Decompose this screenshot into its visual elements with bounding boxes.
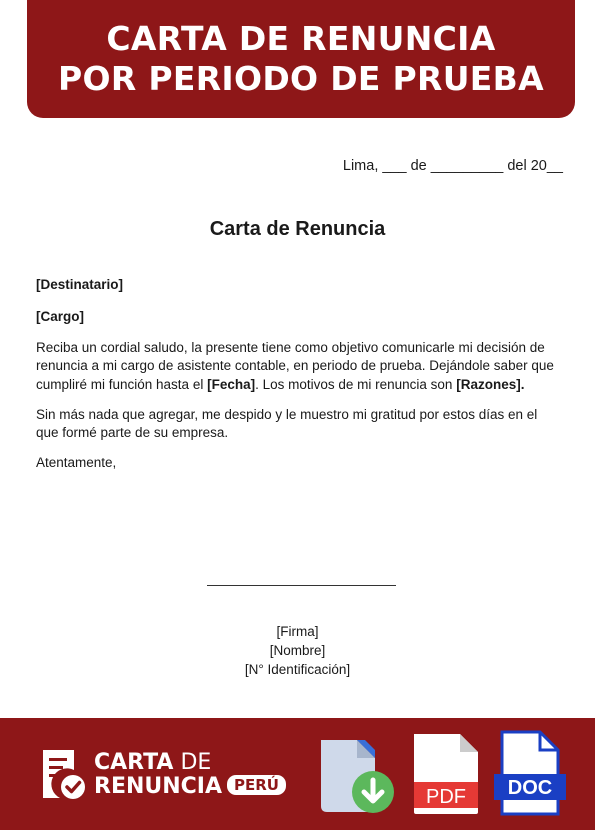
date-line: Lima, ___ de _________ del 20__: [342, 158, 563, 174]
signature-placeholder: [Firma]: [276, 624, 319, 639]
name-placeholder: [Nombre]: [269, 643, 326, 658]
site-logo[interactable]: [40, 748, 300, 806]
date-placeholder: [Fecha]: [207, 376, 256, 392]
signature-line: [207, 585, 396, 586]
banner-title-line-2: POR PERIODO DE PRUEBA: [58, 59, 544, 98]
document-check-icon: [40, 748, 88, 804]
recipient-placeholder: [Destinatario]: [36, 277, 124, 292]
logo-badge-peru: PERÚ: [227, 775, 286, 795]
download-icon[interactable]: [317, 736, 397, 816]
paragraph-2: Sin más nada que agregar, me despido y le muestro mi gratitud por estos días en el que formé parte de su empresa.: [36, 407, 538, 441]
reasons-placeholder: [Razones].: [456, 376, 525, 392]
logo-text-line-2: [94, 775, 286, 799]
logo-text-line-1: [94, 751, 211, 775]
id-placeholder: [N° Identificación]: [244, 662, 351, 677]
closing: Atentamente,: [36, 455, 117, 470]
signature-block: [0, 622, 595, 679]
logo-text-renuncia: RENUNCIA: [94, 774, 223, 799]
doc-label: DOC: [507, 777, 553, 799]
logo-text-carta: CARTA: [94, 750, 174, 775]
letter-title: Carta de Renuncia: [209, 218, 386, 240]
pdf-file-icon[interactable]: [412, 732, 480, 816]
pdf-label: PDF: [426, 786, 466, 808]
doc-file-icon[interactable]: [490, 730, 570, 816]
title-banner: [27, 0, 575, 118]
footer-bar: [0, 718, 595, 830]
paragraph-1: [36, 339, 556, 394]
position-placeholder: [Cargo]: [36, 309, 84, 324]
banner-title-line-1: CARTA DE RENUNCIA: [106, 19, 496, 58]
paragraph-1-text-b: . Los motivos de mi renuncia son: [255, 376, 457, 392]
paragraph-1-text-a: Reciba un cordial saludo, la presente tiene como objetivo comunicarle mi decisión de renuncia a mi cargo de asistente contable, en periodo de prueba. Dejándole saber que cumpliré mi función hasta el: [36, 340, 554, 392]
logo-text-de: DE: [173, 750, 212, 775]
